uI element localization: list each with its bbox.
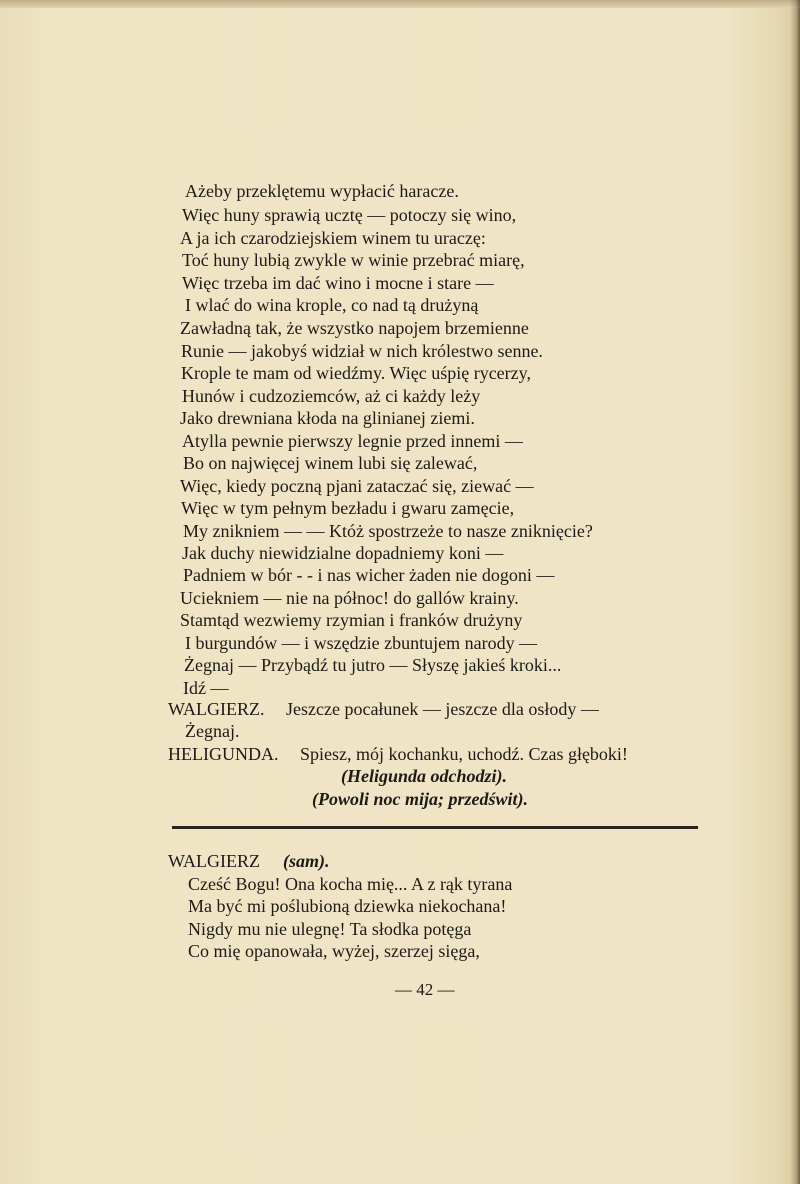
verse-line: Toć huny lubią zwykle w winie przebrać miarę, bbox=[182, 250, 525, 270]
verse-line: Ażeby przeklętemu wypłacić haracze. bbox=[185, 181, 459, 201]
verse-line: Cześć Bogu! Ona kocha mię... A z rąk tyrana bbox=[188, 874, 513, 894]
speaker-walgierz: WALGIERZ bbox=[168, 851, 260, 871]
verse-line: Spiesz, mój kochanku, uchodź. Czas głęboki! bbox=[300, 744, 628, 764]
verse-line: Więc, kiedy poczną pjani zataczać się, ziewać — bbox=[180, 476, 534, 496]
verse-line: Ma być mi poślubioną dziewka niekochana! bbox=[188, 896, 507, 916]
stage-direction: (sam). bbox=[283, 851, 330, 871]
verse-line: I wlać do wina krople, co nad tą drużyną bbox=[185, 295, 479, 315]
verse-line: Zawładną tak, że wszystko napojem brzemienne bbox=[180, 318, 529, 338]
speaker-walgierz: WALGIERZ. bbox=[168, 699, 265, 719]
verse-line: Uciekniem — nie na północ! do gallów krainy. bbox=[180, 588, 519, 608]
speaker-heligunda: HELIGUNDA. bbox=[168, 744, 279, 764]
verse-line: Krople te mam od wiedźmy. Więc uśpię rycerzy, bbox=[181, 363, 531, 383]
verse-line: Jeszcze pocałunek — jeszcze dla osłody — bbox=[286, 699, 599, 719]
verse-line: Co mię opanowała, wyżej, szerzej sięga, bbox=[188, 941, 480, 961]
stage-direction: (Heligunda odchodzi). bbox=[341, 766, 508, 786]
verse-line: Nigdy mu nie ulegnę! Ta słodka potęga bbox=[188, 919, 472, 939]
verse-line: A ja ich czarodziejskiem winem tu uraczę: bbox=[180, 228, 486, 248]
verse-line: Stamtąd wezwiemy rzymian i franków drużyny bbox=[180, 610, 523, 630]
verse-line: Hunów i cudzoziemców, aż ci każdy leży bbox=[182, 386, 481, 406]
verse-line: Bo on najwięcej winem lubi się zalewać, bbox=[183, 453, 478, 473]
page-number: — 42 — bbox=[395, 980, 455, 999]
section-divider bbox=[172, 826, 698, 829]
verse-line: Żegnaj — Przybądź tu jutro — Słyszę jakieś kroki... bbox=[184, 655, 562, 675]
verse-line: Więc w tym pełnym bezładu i gwaru zamęcie, bbox=[181, 498, 515, 518]
page-right-edge bbox=[790, 0, 800, 1184]
stage-direction: (Powoli noc mija; przedświt). bbox=[312, 789, 528, 809]
verse-line: Idź — bbox=[183, 678, 229, 698]
verse-line: Runie — jakobyś widział w nich królestwo senne. bbox=[181, 341, 543, 361]
verse-line: Padniem w bór - - i nas wicher żaden nie dogoni — bbox=[183, 565, 555, 585]
verse-line: Jako drewniana kłoda na glinianej ziemi. bbox=[180, 408, 475, 428]
verse-line: My znikniem — — Któż spostrzeże to nasze zniknięcie? bbox=[183, 521, 593, 541]
verse-line: Więc huny sprawią ucztę — potoczy się wino, bbox=[182, 205, 517, 225]
verse-line: Atylla pewnie pierwszy legnie przed innemi — bbox=[182, 431, 523, 451]
verse-line: Więc trzeba im dać wino i mocne i stare — bbox=[182, 273, 494, 293]
page-top-edge bbox=[0, 0, 800, 8]
verse-line: Jak duchy niewidzialne dopadniemy koni — bbox=[182, 543, 504, 563]
verse-line: I burgundów — i wszędzie zbuntujem narody — bbox=[185, 633, 538, 653]
verse-line: Żegnaj. bbox=[185, 721, 240, 741]
